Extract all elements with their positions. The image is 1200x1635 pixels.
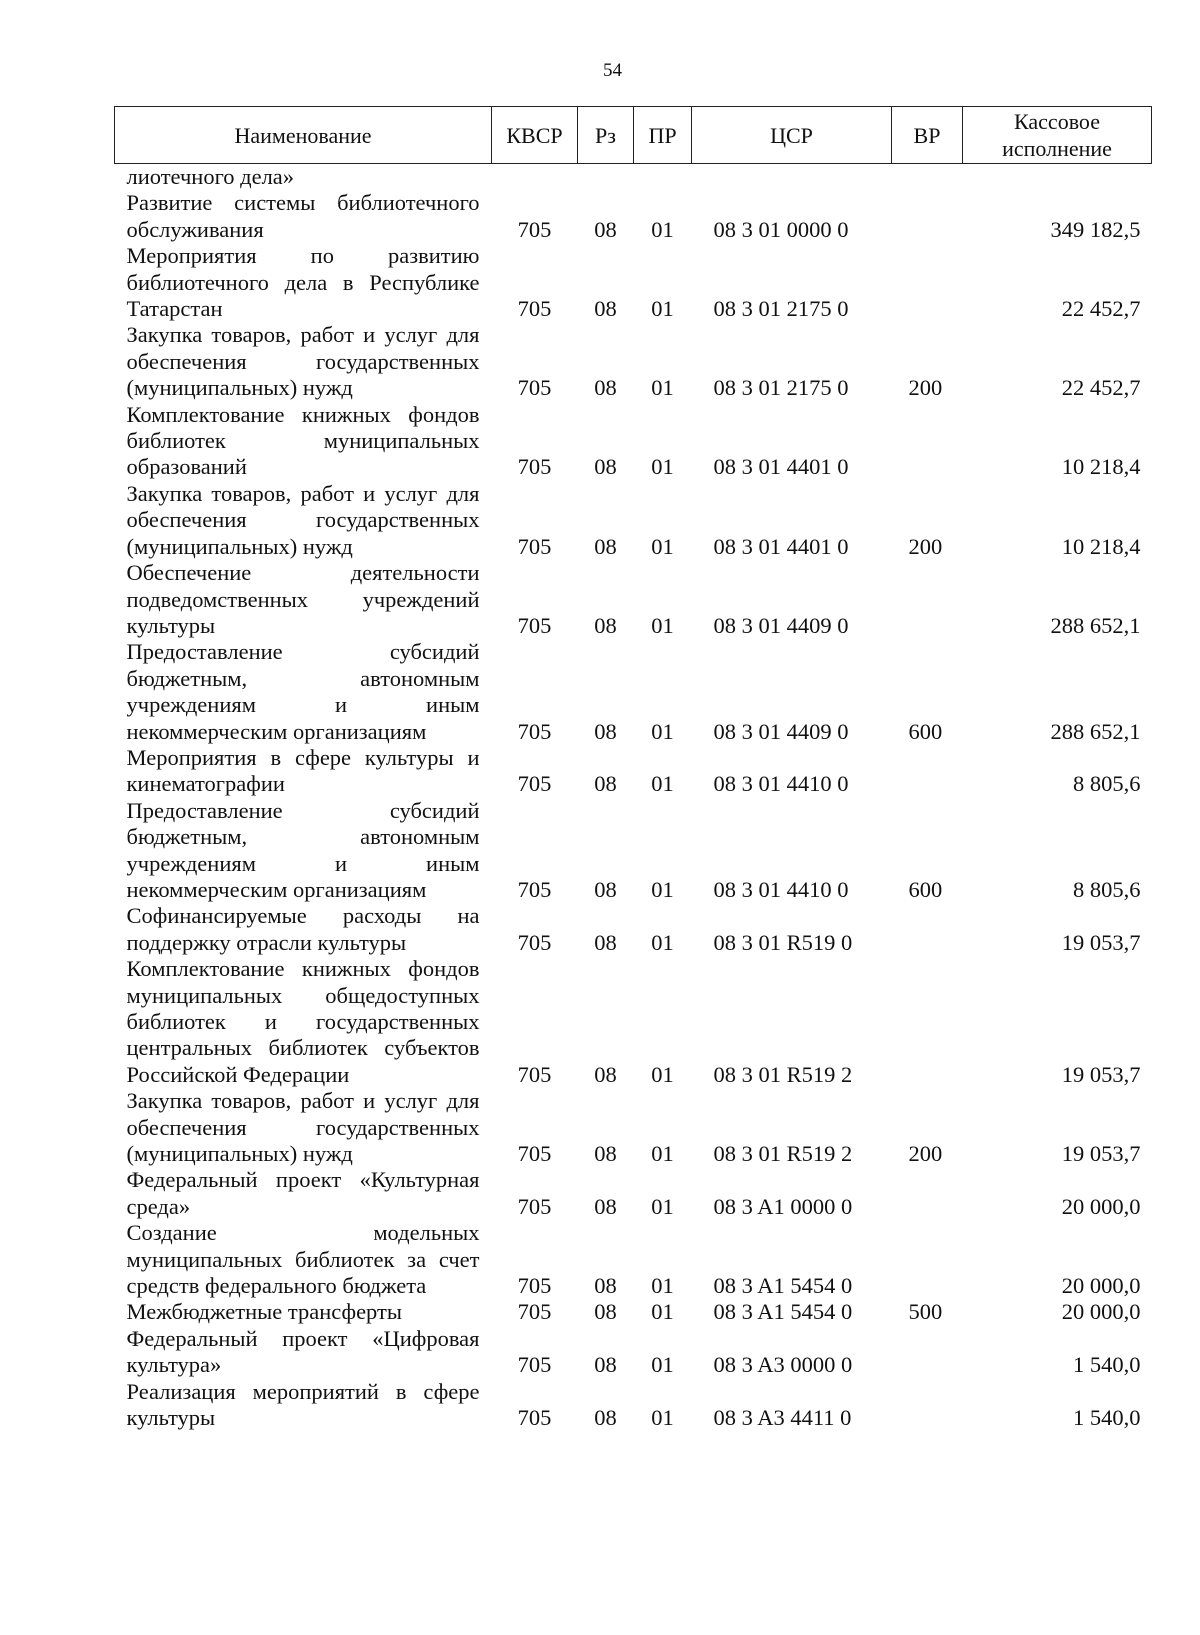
row-rz: 08 (594, 718, 617, 744)
row-amount: 288 652,1 (1050, 612, 1141, 638)
row-amount: 22 452,7 (1061, 375, 1141, 401)
row-pr: 01 (651, 1299, 674, 1325)
row-name: Межбюджетные трансферты (126, 1299, 402, 1325)
row-csr: 08 3 01 4409 0 (713, 612, 849, 638)
row-rz: 08 (594, 876, 617, 902)
row-pr: 01 (651, 454, 674, 480)
row-name: Закупка товаров, работ и услуг для обеспечения государственных (муниципальных) нужд (126, 480, 480, 559)
row-rz: 08 (594, 1193, 617, 1219)
table-body (115, 164, 1152, 1432)
row-vr: 600 (908, 718, 943, 744)
row-amount: 19 053,7 (1061, 1061, 1141, 1087)
row-rz: 08 (594, 454, 617, 480)
row-rz: 08 (594, 533, 617, 559)
row-amount: 1 540,0 (1073, 1352, 1141, 1378)
row-csr: 08 3 01 R519 2 (713, 1061, 853, 1087)
row-csr: 08 3 A1 5454 0 (713, 1299, 853, 1325)
row-vr: 500 (908, 1299, 943, 1325)
row-csr (692, 164, 892, 191)
row-amount: 8 805,6 (1073, 771, 1141, 797)
row-pr: 01 (651, 375, 674, 401)
row-csr: 08 3 A1 0000 0 (713, 1193, 853, 1219)
table-row (115, 1088, 1152, 1167)
row-vr (892, 745, 963, 798)
row-kvsr: 705 (517, 454, 552, 480)
row-vr (892, 243, 963, 322)
row-name: Федеральный проект «Цифровая культура» (126, 1325, 480, 1378)
row-amount: 20 000,0 (1061, 1299, 1141, 1325)
header-kvsr: КВСР (492, 107, 578, 164)
header-pr: ПР (634, 107, 692, 164)
table-row (115, 322, 1152, 401)
row-kvsr: 705 (517, 1061, 552, 1087)
row-name: Мероприятия по развитию библиотечного дела в Республике Татарстан (126, 243, 480, 322)
row-vr (892, 164, 963, 191)
row-csr: 08 3 01 4401 0 (713, 533, 849, 559)
row-csr: 08 3 01 0000 0 (713, 216, 849, 242)
row-kvsr: 705 (517, 216, 552, 242)
row-csr: 08 3 01 2175 0 (713, 375, 849, 401)
row-csr: 08 3 A1 5454 0 (713, 1273, 853, 1299)
row-pr: 01 (651, 533, 674, 559)
row-amount: 1 540,0 (1073, 1405, 1141, 1431)
row-amount: 19 053,7 (1061, 1141, 1141, 1167)
table-row (115, 956, 1152, 1088)
row-csr: 08 3 01 2175 0 (713, 296, 849, 322)
row-pr: 01 (651, 296, 674, 322)
row-amount: 349 182,5 (1050, 216, 1141, 242)
table-row (115, 481, 1152, 560)
row-name: Создание модельных муниципальных библиотек за счет средств федерального бюджета (126, 1220, 480, 1299)
row-amount: 288 652,1 (1050, 718, 1141, 744)
table-row (115, 190, 1152, 243)
row-pr: 01 (651, 216, 674, 242)
row-kvsr: 705 (517, 1273, 552, 1299)
row-name: Закупка товаров, работ и услуг для обеспечения государственных (муниципальных) нужд (126, 322, 480, 401)
row-csr: 08 3 01 4410 0 (713, 876, 849, 902)
table-row (115, 164, 1152, 191)
row-name: Развитие системы библиотечного обслуживания (126, 190, 480, 242)
header-name: Наименование (115, 107, 492, 164)
row-csr: 08 3 A3 0000 0 (713, 1352, 853, 1378)
row-rz: 08 (594, 216, 617, 242)
table-row (115, 1326, 1152, 1379)
row-kvsr: 705 (517, 296, 552, 322)
row-pr: 01 (651, 1193, 674, 1219)
row-kvsr: 705 (517, 612, 552, 638)
row-rz: 08 (594, 929, 617, 955)
row-pr: 01 (651, 718, 674, 744)
budget-execution-table (114, 106, 1152, 1432)
row-name: Закупка товаров, работ и услуг для обеспечения государственных (муниципальных) нужд (126, 1088, 480, 1167)
row-pr: 01 (651, 929, 674, 955)
header-vr: ВР (892, 107, 963, 164)
page-number: 54 (603, 60, 622, 81)
row-rz: 08 (594, 375, 617, 401)
row-csr: 08 3 01 R519 0 (713, 929, 853, 955)
row-csr: 08 3 01 R519 2 (713, 1141, 853, 1167)
row-kvsr: 705 (517, 1193, 552, 1219)
row-kvsr: 705 (517, 533, 552, 559)
row-pr: 01 (651, 1273, 674, 1299)
row-vr (892, 1220, 963, 1299)
header-kassa: Кассовое исполнение (963, 107, 1152, 164)
row-amount: 19 053,7 (1061, 929, 1141, 955)
table-row (115, 402, 1152, 481)
row-rz: 08 (594, 1141, 617, 1167)
row-name: Обеспечение деятельности подведомственных учреждений культуры (126, 560, 480, 638)
row-kvsr: 705 (517, 771, 552, 797)
table-row (115, 560, 1152, 639)
table-row (115, 1379, 1152, 1432)
row-rz: 08 (594, 1299, 617, 1325)
table-row (115, 745, 1152, 798)
row-name: Комплектование книжных фондов библиотек муниципальных образований (126, 401, 480, 480)
row-amount: 22 452,7 (1061, 296, 1141, 322)
table-row (115, 1299, 1152, 1325)
row-vr (892, 1167, 963, 1220)
row-rz: 08 (594, 1352, 617, 1378)
table-row (115, 903, 1152, 956)
row-name: Комплектование книжных фондов муниципальных общедоступных библиотек и государственных центральных библиотек субъектов Российской Федерации (126, 956, 480, 1087)
header-csr: ЦСР (692, 107, 892, 164)
row-kvsr: 705 (517, 1405, 552, 1431)
row-vr (892, 560, 963, 639)
row-vr (892, 903, 963, 956)
row-rz: 08 (594, 296, 617, 322)
table-row (115, 639, 1152, 745)
table-row (115, 243, 1152, 322)
row-vr (892, 1326, 963, 1379)
row-amount (963, 164, 1152, 191)
row-amount: 10 218,4 (1061, 454, 1141, 480)
row-kvsr: 705 (517, 929, 552, 955)
header-rz: Рз (578, 107, 634, 164)
row-amount: 8 805,6 (1073, 876, 1141, 902)
row-pr: 01 (651, 876, 674, 902)
row-pr: 01 (651, 1352, 674, 1378)
row-name: Софинансируемые расходы на поддержку отрасли культуры (126, 903, 480, 955)
row-vr (892, 1379, 963, 1432)
row-name: Реализация мероприятий в сфере культуры (126, 1378, 480, 1431)
row-pr: 01 (651, 612, 674, 638)
table-row (115, 1220, 1152, 1299)
row-pr: 01 (651, 1061, 674, 1087)
row-kvsr: 705 (517, 1299, 552, 1325)
row-name: Федеральный проект «Культурная среда» (126, 1167, 480, 1219)
row-name: лиотечного дела» (126, 164, 295, 189)
row-pr (634, 164, 692, 191)
row-name: Предоставление субсидий бюджетным, автономным учреждениям и иным некоммерческим организациям (126, 639, 480, 744)
row-vr: 200 (908, 375, 943, 401)
row-rz: 08 (594, 612, 617, 638)
row-kvsr: 705 (517, 1141, 552, 1167)
row-name: Предоставление субсидий бюджетным, автономным учреждениям и иным некоммерческим организациям (126, 797, 480, 902)
row-name: Мероприятия в сфере культуры и кинематографии (126, 744, 480, 797)
row-amount: 10 218,4 (1061, 533, 1141, 559)
row-vr: 200 (908, 1141, 943, 1167)
row-kvsr: 705 (517, 1352, 552, 1378)
row-kvsr: 705 (517, 375, 552, 401)
row-pr: 01 (651, 1405, 674, 1431)
row-rz: 08 (594, 1273, 617, 1299)
row-kvsr: 705 (517, 718, 552, 744)
row-rz: 08 (594, 1405, 617, 1431)
row-amount: 20 000,0 (1061, 1273, 1141, 1299)
row-csr: 08 3 01 4410 0 (713, 771, 849, 797)
row-kvsr: 705 (517, 876, 552, 902)
row-rz: 08 (594, 771, 617, 797)
row-rz: 08 (594, 1061, 617, 1087)
row-pr: 01 (651, 1141, 674, 1167)
table-header-row (115, 107, 1152, 164)
table-row (115, 1167, 1152, 1220)
table-row (115, 798, 1152, 904)
row-vr (892, 402, 963, 481)
row-vr: 600 (908, 876, 943, 902)
row-amount: 20 000,0 (1061, 1193, 1141, 1219)
row-csr: 08 3 01 4409 0 (713, 718, 849, 744)
row-csr: 08 3 A3 4411 0 (713, 1405, 852, 1431)
row-kvsr (492, 164, 578, 191)
row-vr (892, 190, 963, 243)
row-rz (578, 164, 634, 191)
row-csr: 08 3 01 4401 0 (713, 454, 849, 480)
row-pr: 01 (651, 771, 674, 797)
row-vr: 200 (908, 533, 943, 559)
row-vr (892, 956, 963, 1088)
